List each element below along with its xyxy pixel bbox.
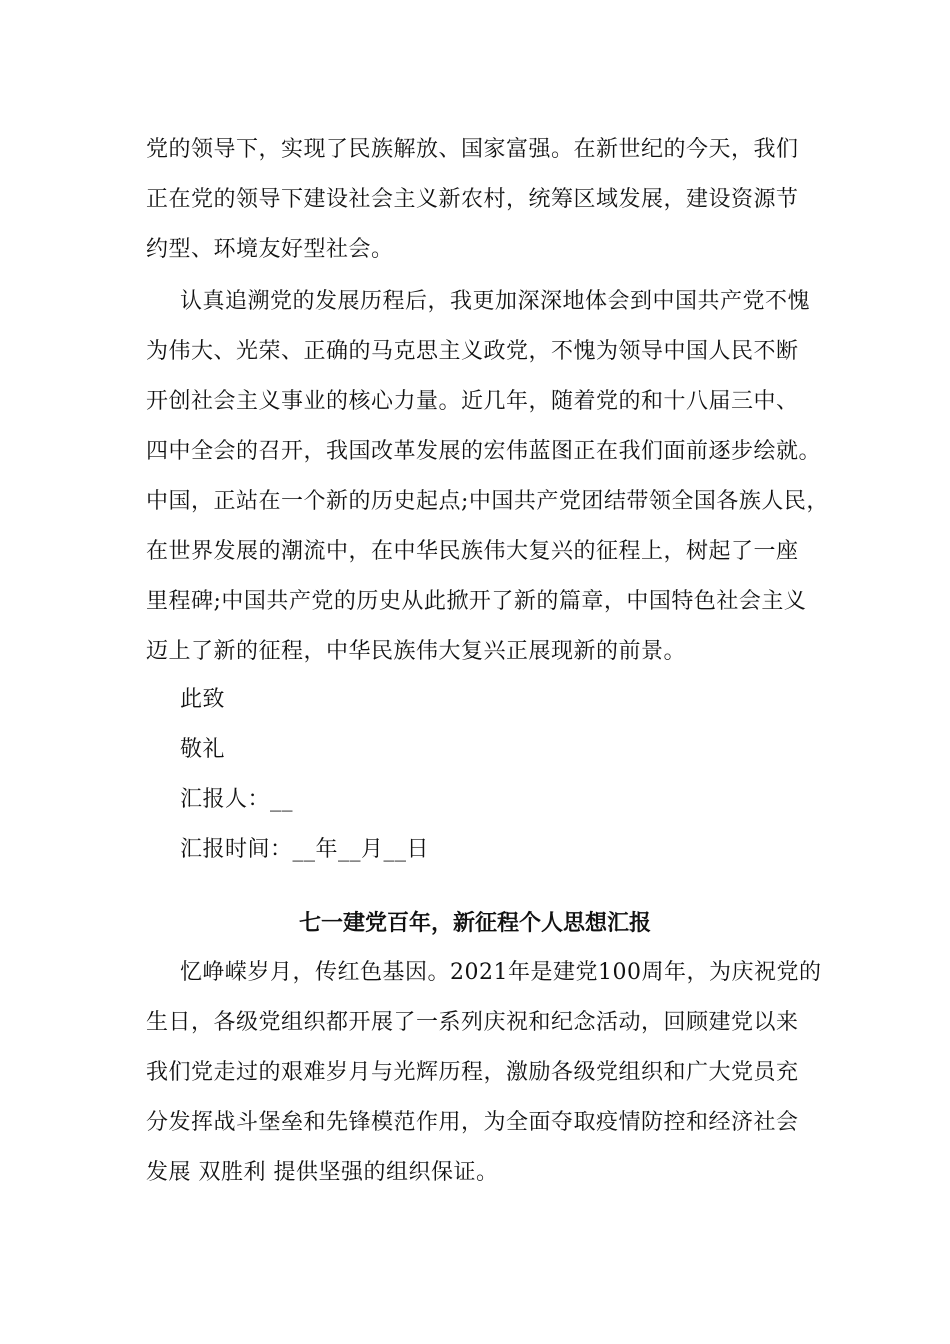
- paragraph-line: 迈上了新的征程，中华民族伟大复兴正展现新的前景。: [146, 639, 687, 664]
- paragraph-line: 党的领导下，实现了民族解放、国家富强。在新世纪的今天，我们: [146, 137, 799, 162]
- salutation-line: 此致: [180, 687, 226, 712]
- report-time-line: 汇报时间：__年__月__日: [180, 837, 430, 862]
- paragraph-line: 分发挥战斗堡垒和先锋模范作用，为全面夺取疫情防控和经济社会: [146, 1110, 799, 1135]
- reporter-line: 汇报人：__: [180, 787, 294, 812]
- paragraph-line: 里程碑;中国共产党的历史从此掀开了新的篇章，中国特色社会主义: [146, 589, 807, 614]
- article-title: 七一建党百年，新征程个人思想汇报: [298, 910, 651, 936]
- paragraph-line: 开创社会主义事业的核心力量。近几年，随着党的和十八届三中、: [146, 389, 799, 414]
- paragraph-line: 发展 双胜利 提供坚强的组织保证。: [146, 1160, 499, 1185]
- salutation-line: 敬礼: [180, 737, 226, 762]
- paragraph-line: 四中全会的召开，我国改革发展的宏伟蓝图正在我们面前逐步绘就。: [146, 439, 822, 464]
- paragraph-line: 正在党的领导下建设社会主义新农村，统筹区域发展，建设资源节: [146, 187, 799, 212]
- paragraph-line: 中国，正站在一个新的历史起点;中国共产党团结带领全国各族人民，: [146, 489, 829, 514]
- paragraph-line: 我们党走过的艰难岁月与光辉历程，激励各级党组织和广大党员充: [146, 1060, 799, 1085]
- paragraph-line: 为伟大、光荣、正确的马克思主义政党，不愧为领导中国人民不断: [146, 339, 799, 364]
- paragraph-line: 生日，各级党组织都开展了一系列庆祝和纪念活动，回顾建党以来: [146, 1010, 799, 1035]
- paragraph-line: 忆峥嵘岁月，传红色基因。2021年是建党100周年，为庆祝党的: [180, 960, 822, 985]
- paragraph-line: 在世界发展的潮流中，在中华民族伟大复兴的征程上，树起了一座: [146, 539, 799, 564]
- paragraph-line: 认真追溯党的发展历程后，我更加深深地体会到中国共产党不愧: [180, 289, 811, 314]
- paragraph-line: 约型、环境友好型社会。: [146, 237, 394, 262]
